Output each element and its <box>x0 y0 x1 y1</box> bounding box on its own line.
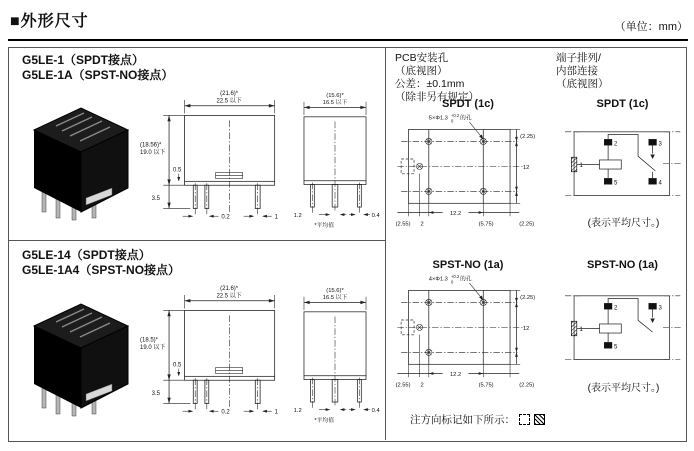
dim-225-top: (2.25) <box>520 133 536 140</box>
pcb-header-line2: （底视图） <box>395 65 448 77</box>
terminal-2-label: 2 <box>614 141 618 148</box>
schematic-spdt-title: SPDT (1c) <box>596 98 649 110</box>
dim-255: (2.55) <box>395 382 411 389</box>
dim-12: 12 <box>522 165 530 172</box>
terminal-5-label: 5 <box>614 344 618 351</box>
dim-height-avg: (18.5)* <box>140 337 159 344</box>
dim-pin-pitch: 1.2 <box>293 212 302 219</box>
model-2-line2: G5LE-1A4（SPST-NO接点） <box>22 263 181 277</box>
hole-tol-sub: 0 <box>450 279 454 285</box>
terminals-header <box>556 52 609 91</box>
dim-standoff: 0.5 <box>172 362 182 369</box>
terminal-1-hatch <box>571 157 576 172</box>
model-2-line1: G5LE-14（SPDT接点） <box>22 248 151 262</box>
dim-height-max: 19.0 以下 <box>140 150 166 157</box>
hole-count-label: 5×Φ1.3 <box>428 115 448 122</box>
terminals-header-line1: 端子排列/ <box>556 52 601 64</box>
hole-tol-sup: +0.2 <box>450 274 460 279</box>
model-1-line1: G5LE-1（SPDT接点） <box>22 53 145 67</box>
dim-depth-max: 16.5 以下 <box>322 100 348 107</box>
dim-width-max: 22.5 以下 <box>216 98 242 105</box>
dashed-box-icon <box>519 414 530 425</box>
dim-575: (5.75) <box>478 221 494 228</box>
dim-pin-thickness-side: 0.4 <box>371 212 380 219</box>
pcb-header <box>395 52 479 104</box>
dim-12: 12 <box>522 326 530 333</box>
schematic-spst-title: SPST-NO (1a) <box>587 259 658 271</box>
orientation-note <box>410 412 545 427</box>
dim-height-max: 19.0 以下 <box>140 345 166 352</box>
terminal-1-hatch <box>571 321 576 336</box>
front-view-drawing-1 <box>140 88 295 234</box>
avg-note: *平均值 <box>314 222 335 229</box>
model-names-2 <box>22 248 180 278</box>
pcb-header-line1: PCB安装孔 <box>395 52 449 64</box>
dim-255: (2.55) <box>395 221 411 228</box>
side-view-drawing-2 <box>288 283 382 429</box>
terminal-3-label: 3 <box>658 141 662 148</box>
terminal-2-label: 2 <box>614 305 618 312</box>
dim-standoff: 0.5 <box>172 167 182 174</box>
relay-photo-1 <box>26 100 136 222</box>
pcb-spdt-title: SPDT (1c) <box>442 98 494 110</box>
dim-122: 12.2 <box>450 371 462 378</box>
pcb-spst-title: SPST-NO (1a) <box>432 259 504 271</box>
dim-depth-avg: (15.6)* <box>326 93 344 100</box>
dim-pin-length: 3.5 <box>151 195 160 202</box>
terminals-header-line3: （底视图） <box>556 78 609 90</box>
dim-pin-thickness-side: 0.4 <box>371 407 380 414</box>
relay-photo-2 <box>26 296 136 418</box>
dim-2: 2 <box>420 221 424 228</box>
dim-pin-thickness: 0.2 <box>221 214 230 221</box>
avg-note: *平均值 <box>314 417 335 424</box>
side-view-drawing-1 <box>288 88 382 234</box>
terminal-5-label: 5 <box>614 180 618 187</box>
dim-pin-width: 1 <box>274 214 278 221</box>
dim-225-bottom: (2.25) <box>519 221 535 228</box>
dim-pin-pitch: 1.2 <box>293 407 302 414</box>
hole-tol-sup: +0.2 <box>450 113 460 118</box>
dim-2: 2 <box>420 382 424 389</box>
unit-note: （单位：mm） <box>614 21 688 33</box>
svg-text:4×Φ1.3+0.20的孔 <box>429 274 472 285</box>
dim-width-max: 22.5 以下 <box>216 293 242 300</box>
model-names-1 <box>22 53 173 83</box>
dim-depth-avg: (15.6)* <box>326 288 344 295</box>
hatched-box-icon <box>534 414 545 425</box>
dim-pin-width: 1 <box>274 409 278 416</box>
model-1-line2: G5LE-1A（SPST-NO接点） <box>22 68 174 82</box>
pcb-layout-spdt <box>390 111 547 231</box>
schematic-spst-note: (表示平均尺寸。) <box>587 383 660 394</box>
dim-pin-thickness: 0.2 <box>221 409 230 416</box>
dim-depth-max: 16.5 以下 <box>322 295 348 302</box>
terminal-1-label: 1 <box>579 327 583 334</box>
terminal-5-pad <box>604 178 612 184</box>
hole-tol-sub: 0 <box>450 118 454 124</box>
pcb-layout-spst <box>390 272 547 392</box>
page-title: ■外形尺寸 <box>10 13 89 30</box>
vertical-divider <box>385 48 386 440</box>
hole-count-label: 4×Φ1.3 <box>428 276 448 283</box>
terminal-1-label: 1 <box>579 163 583 170</box>
svg-text:5×Φ1.3+0.20的孔 <box>429 113 472 124</box>
dim-122: 12.2 <box>450 210 462 217</box>
dim-225-bottom: (2.25) <box>519 382 535 389</box>
schematic-spdt-note: (表示平均尺寸。) <box>587 218 660 229</box>
horizontal-divider <box>9 240 385 241</box>
terminal-3-pad <box>649 139 657 145</box>
pcb-header-line4: （除非另有规定） <box>395 91 479 103</box>
hole-suffix: 的孔 <box>460 115 472 122</box>
terminal-2-pad <box>604 303 612 309</box>
schematic-spst <box>565 283 683 374</box>
dim-height-avg: (18.56)* <box>140 142 162 149</box>
terminal-3-label: 3 <box>658 305 662 312</box>
orientation-note-text: 注方向标记如下所示： <box>410 414 515 426</box>
hole-suffix: 的孔 <box>460 276 472 283</box>
pcb-header-line3: 公差：±0.1mm <box>395 78 465 90</box>
terminal-4-pad <box>649 178 657 184</box>
terminals-header-line2: 内部连接 <box>556 65 598 77</box>
schematic-spdt <box>565 119 683 210</box>
dim-225-top: (2.25) <box>520 294 536 301</box>
dim-width-avg: (21.6)* <box>220 91 239 98</box>
terminal-4-label: 4 <box>658 180 662 187</box>
terminal-2-pad <box>604 139 612 145</box>
dim-575: (5.75) <box>478 382 494 389</box>
terminal-3-pad <box>649 303 657 309</box>
title-rule <box>8 39 688 41</box>
dim-pin-length: 3.5 <box>151 390 160 397</box>
dim-width-avg: (21.6)* <box>220 286 239 293</box>
front-view-drawing-2 <box>140 283 295 429</box>
terminal-5-pad <box>604 342 612 348</box>
